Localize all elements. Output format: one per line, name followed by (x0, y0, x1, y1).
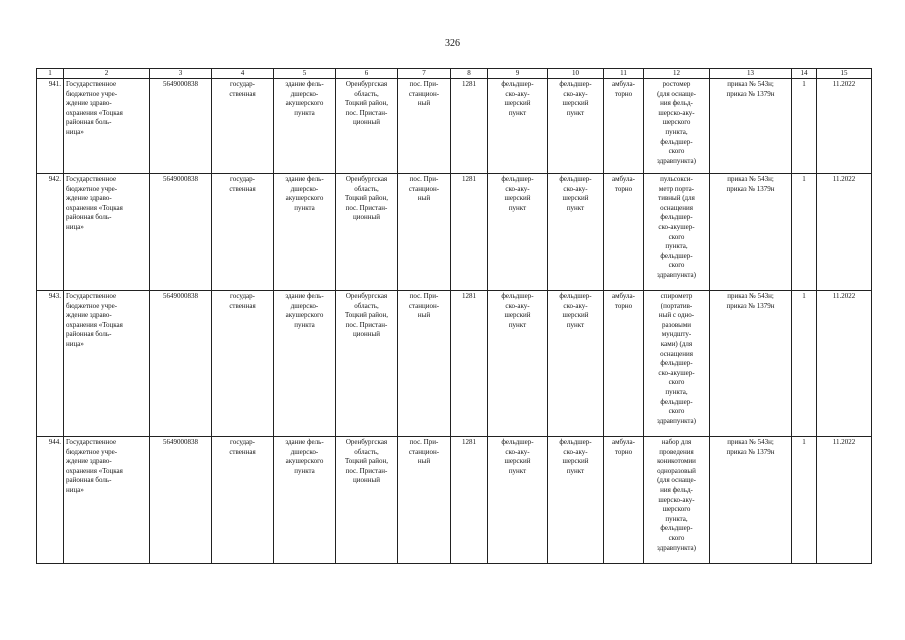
care-type: амбула- торно (604, 291, 644, 437)
organization-name: Государственное бюджетное учре- ждение здраво- охранения «Тоцкая районная боль- ница» (64, 174, 150, 291)
column-header: 14 (792, 69, 817, 79)
code: 1281 (451, 291, 488, 437)
settlement: пос. При- станцион- ный (398, 174, 451, 291)
ownership-form: государ- ственная (212, 291, 274, 437)
code: 1281 (451, 174, 488, 291)
unit-type: фельдшер- ско-аку- шерский пункт (548, 291, 604, 437)
date: 11.2022 (817, 174, 872, 291)
order-reference: приказ № 543н; приказ № 1379н (710, 291, 792, 437)
row-number: 943. (37, 291, 64, 437)
ownership-form: государ- ственная (212, 79, 274, 174)
page-number: 326 (445, 38, 460, 49)
column-header: 3 (150, 69, 212, 79)
unit-name: фельдшер- ско-аку- шерский пункт (488, 174, 548, 291)
column-header: 12 (644, 69, 710, 79)
settlement: пос. При- станцион- ный (398, 79, 451, 174)
row-number: 942. (37, 174, 64, 291)
table-row (37, 437, 872, 564)
table-row (37, 291, 872, 437)
equipment-name: набор для проведения коникотомии одноразовый (для оснаще- ния фельд- шерско-аку- шерского пункта, фельдшер- ского здравпункта) (644, 437, 710, 564)
code: 1281 (451, 437, 488, 564)
unit-name: фельдшер- ско-аку- шерский пункт (488, 79, 548, 174)
organization-name: Государственное бюджетное учре- ждение здраво- охранения «Тоцкая районная боль- ница» (64, 291, 150, 437)
table-row (37, 174, 872, 291)
building-name: здание фель- дшерско- акушерского пункта (274, 174, 336, 291)
inn-code: 5649000838 (150, 291, 212, 437)
equipment-name: ростомер (для оснаще- ния фельд- шерско-аку- шерского пункта, фельдшер- ского здравпункта) (644, 79, 710, 174)
date: 11.2022 (817, 437, 872, 564)
settlement: пос. При- станцион- ный (398, 291, 451, 437)
column-header: 1 (37, 69, 64, 79)
inn-code: 5649000838 (150, 79, 212, 174)
column-number-row (37, 69, 872, 79)
organization-name: Государственное бюджетное учре- ждение здраво- охранения «Тоцкая районная боль- ница» (64, 437, 150, 564)
order-reference: приказ № 543н; приказ № 1379н (710, 437, 792, 564)
equipment-name: пульсокси- метр порта- тивный (для оснащения фельдшер- ско-акушер- ского пункта, фельдшер- ского здравпункта) (644, 174, 710, 291)
unit-name: фельдшер- ско-аку- шерский пункт (488, 437, 548, 564)
building-name: здание фель- дшерско- акушерского пункта (274, 79, 336, 174)
order-reference: приказ № 543н; приказ № 1379н (710, 79, 792, 174)
settlement: пос. При- станцион- ный (398, 437, 451, 564)
quantity: 1 (792, 437, 817, 564)
row-number: 941. (37, 79, 64, 174)
building-name: здание фель- дшерско- акушерского пункта (274, 291, 336, 437)
care-type: амбула- торно (604, 79, 644, 174)
row-number: 944. (37, 437, 64, 564)
column-header: 5 (274, 69, 336, 79)
column-header: 13 (710, 69, 792, 79)
building-name: здание фель- дшерско- акушерского пункта (274, 437, 336, 564)
date: 11.2022 (817, 291, 872, 437)
care-type: амбула- торно (604, 437, 644, 564)
column-header: 6 (336, 69, 398, 79)
inn-code: 5649000838 (150, 174, 212, 291)
column-header: 4 (212, 69, 274, 79)
equipment-register-table (36, 68, 872, 564)
organization-name: Государственное бюджетное учре- ждение здраво- охранения «Тоцкая районная боль- ница» (64, 79, 150, 174)
address: Оренбургская область, Тоцкий район, пос. Пристан- ционный (336, 437, 398, 564)
quantity: 1 (792, 174, 817, 291)
unit-name: фельдшер- ско-аку- шерский пункт (488, 291, 548, 437)
date: 11.2022 (817, 79, 872, 174)
column-header: 15 (817, 69, 872, 79)
column-header: 9 (488, 69, 548, 79)
unit-type: фельдшер- ско-аку- шерский пункт (548, 174, 604, 291)
care-type: амбула- торно (604, 174, 644, 291)
column-header: 10 (548, 69, 604, 79)
address: Оренбургская область, Тоцкий район, пос. Пристан- ционный (336, 174, 398, 291)
code: 1281 (451, 79, 488, 174)
column-header: 7 (398, 69, 451, 79)
equipment-name: спирометр (портатив- ный с одно- разовыми мундшту- ками) (для оснащения фельдшер- ско-акушер- ского пункта, фельдшер- ского здравпункта) (644, 291, 710, 437)
ownership-form: государ- ственная (212, 437, 274, 564)
address: Оренбургская область, Тоцкий район, пос. Пристан- ционный (336, 79, 398, 174)
unit-type: фельдшер- ско-аку- шерский пункт (548, 437, 604, 564)
order-reference: приказ № 543н; приказ № 1379н (710, 174, 792, 291)
column-header: 2 (64, 69, 150, 79)
unit-type: фельдшер- ско-аку- шерский пункт (548, 79, 604, 174)
column-header: 11 (604, 69, 644, 79)
ownership-form: государ- ственная (212, 174, 274, 291)
column-header: 8 (451, 69, 488, 79)
table-row (37, 79, 872, 174)
quantity: 1 (792, 291, 817, 437)
address: Оренбургская область, Тоцкий район, пос. Пристан- ционный (336, 291, 398, 437)
inn-code: 5649000838 (150, 437, 212, 564)
quantity: 1 (792, 79, 817, 174)
